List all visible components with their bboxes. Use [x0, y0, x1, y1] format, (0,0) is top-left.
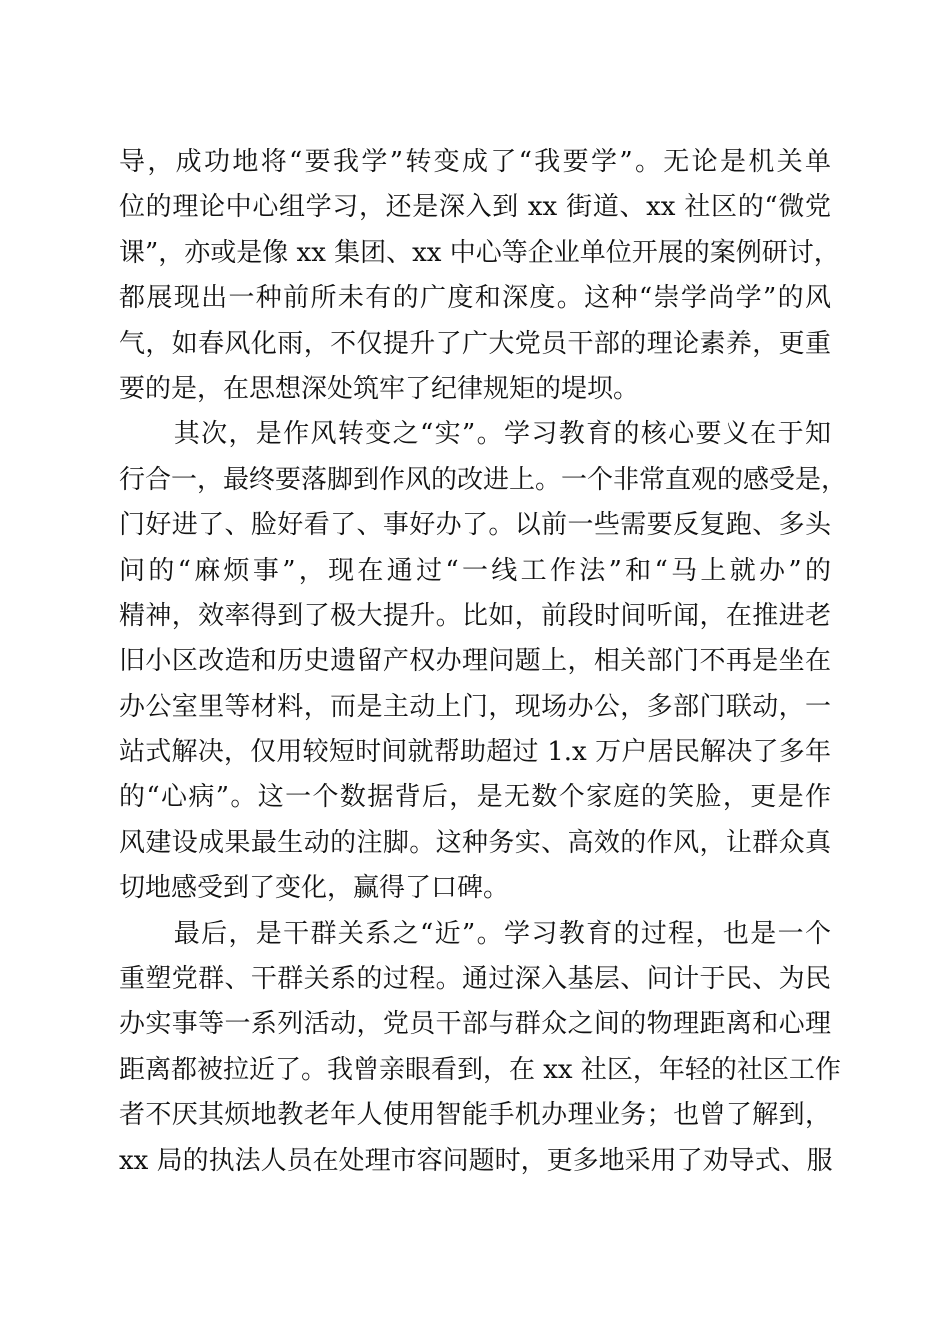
- text-line: 门好进了、脸好看了、事好办了。以前一些需要反复跑、多头: [119, 510, 831, 541]
- text-line: 其次，是作风转变之“实”。学习教育的核心要义在于知: [119, 419, 831, 450]
- text-line: 切地感受到了变化，赢得了口碑。: [119, 873, 510, 904]
- text-line: 课”，亦或是像 xx 集团、xx 中心等企业单位开展的案例研讨，: [119, 237, 840, 268]
- text-line: 者不厌其烦地教老年人使用智能手机办理业务；也曾了解到，: [119, 1100, 831, 1131]
- text-line: 气，如春风化雨，不仅提升了广大党员干部的理论素养，更重: [119, 328, 831, 359]
- text-line: 旧小区改造和历史遗留产权办理问题上，相关部门不再是坐在: [119, 646, 831, 677]
- text-line: 站式解决，仅用较短时间就帮助超过 1.x 万户居民解决了多年: [119, 737, 831, 768]
- text-line: 办公室里等材料，而是主动上门，现场办公，多部门联动，一: [119, 691, 831, 722]
- text-line: 办实事等一系列活动，党员干部与群众之间的物理距离和心理: [119, 1009, 831, 1040]
- text-line: xx 局的执法人员在处理市容问题时，更多地采用了劝导式、服: [119, 1145, 833, 1176]
- text-line: 都展现出一种前所未有的广度和深度。这种“崇学尚学”的风: [119, 283, 831, 314]
- text-line: 重塑党群、干群关系的过程。通过深入基层、问计于民、为民: [119, 964, 831, 995]
- text-line: 精神，效率得到了极大提升。比如，前段时间听闻，在推进老: [119, 600, 831, 631]
- text-line: 位的理论中心组学习，还是深入到 xx 街道、xx 社区的“微党: [119, 192, 831, 223]
- text-line: 最后，是干群关系之“近”。学习教育的过程，也是一个: [119, 918, 831, 949]
- text-line: 风建设成果最生动的注脚。这种务实、高效的作风，让群众真: [119, 827, 831, 858]
- text-line: 问的“麻烦事”，现在通过“一线工作法”和“马上就办”的: [119, 555, 831, 586]
- text-line: 导，成功地将“要我学”转变成了“我要学”。无论是机关单: [119, 147, 831, 177]
- body-text: [119, 140, 848, 1184]
- text-line: 距离都被拉近了。我曾亲眼看到，在 xx 社区，年轻的社区工作: [119, 1054, 841, 1085]
- text-line: 的“心病”。这一个数据背后，是无数个家庭的笑脸，更是作: [119, 782, 831, 813]
- text-line: 行合一，最终要落脚到作风的改进上。一个非常直观的感受是，: [119, 464, 848, 495]
- text-line: 要的是，在思想深处筑牢了纪律规矩的堤坝。: [119, 373, 640, 404]
